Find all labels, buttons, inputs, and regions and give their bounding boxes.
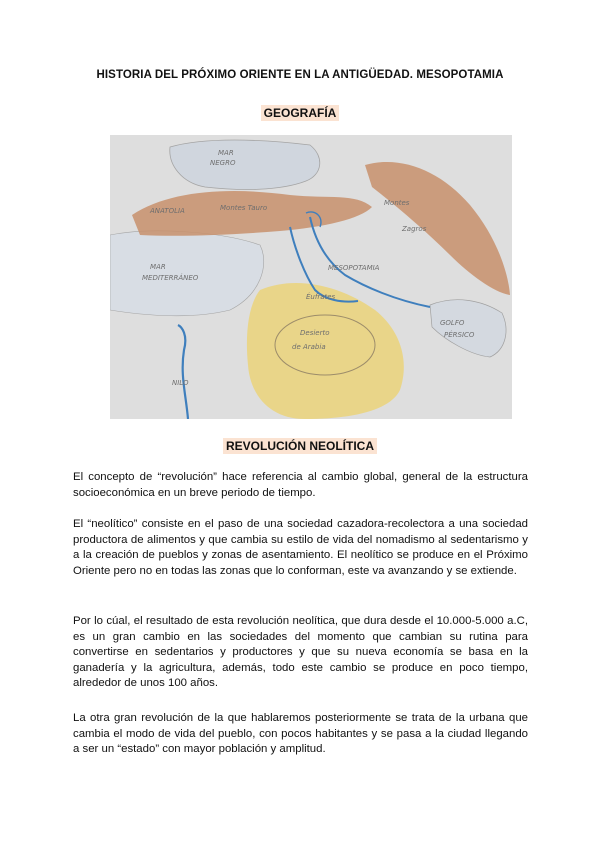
paragraph: El concepto de “revolución” hace referencia al cambio global, general de la estructura socioeconómica en un breve periodo de tiempo. (73, 471, 528, 499)
map-label: Montes (384, 199, 410, 207)
map-label: Zagros (402, 225, 427, 233)
map-image (110, 135, 512, 419)
section-heading-label: REVOLUCIÓN NEOLÍTICA (223, 438, 377, 454)
map-label: Desierto (300, 329, 330, 337)
map-label: MAR (218, 149, 234, 157)
map-label: NEGRO (210, 159, 236, 167)
paragraph: La otra gran revolución de la que hablaremos posteriormente se trata de la urbana que cambia el modo de vida del pueblo, con pocos habitantes y se pasa a la ciudad llegando a ser un “estado” con mayor población y amplitud. (73, 712, 528, 756)
map-label: MEDITERRÁNEO (142, 274, 199, 282)
map-label: Montes Tauro (220, 204, 268, 212)
section-heading-revolucion-neolitica (0, 437, 600, 455)
map-label: MAR (150, 263, 166, 271)
map-label: MESOPOTAMIA (328, 264, 380, 272)
map-label: GOLFO (440, 319, 465, 327)
map-label: PÉRSICO (444, 331, 475, 339)
map-label: ANATOLIA (150, 207, 185, 215)
map-label: de Arabia (292, 343, 326, 351)
hand-drawn-map (110, 135, 512, 419)
paragraph: Por lo cúal, el resultado de esta revolución neolítica, que dura desde el 10.000-5.000 a.C, es un gran cambio en las sociedades del momento que cambian su rutina para convertirse en sedentarios y productores y que su nueva economía se basa en la ganadería y la agricultura, además, todo este cambio se produce en poco tiempo, alrededor de unos 100 años. (73, 615, 528, 690)
map-label: NILO (172, 379, 189, 387)
map-label: Éufrates (306, 293, 336, 301)
section-heading-label: GEOGRAFÍA (261, 105, 340, 121)
section-heading-geografia (0, 104, 600, 122)
paragraph: El “neolítico” consiste en el paso de una sociedad cazadora-recolectora a una sociedad productora de alimentos y que cambia su estilo de vida del nomadismo al sedentarismo y a la creación de pueblos y zonas de asentamiento. El neolítico se produce en el Próximo Oriente pero no en todas las zonas que lo conforman, este va avanzando y se extiende. (73, 518, 528, 577)
document-title: HISTORIA DEL PRÓXIMO ORIENTE EN LA ANTIGÜEDAD. MESOPOTAMIA (96, 69, 504, 81)
